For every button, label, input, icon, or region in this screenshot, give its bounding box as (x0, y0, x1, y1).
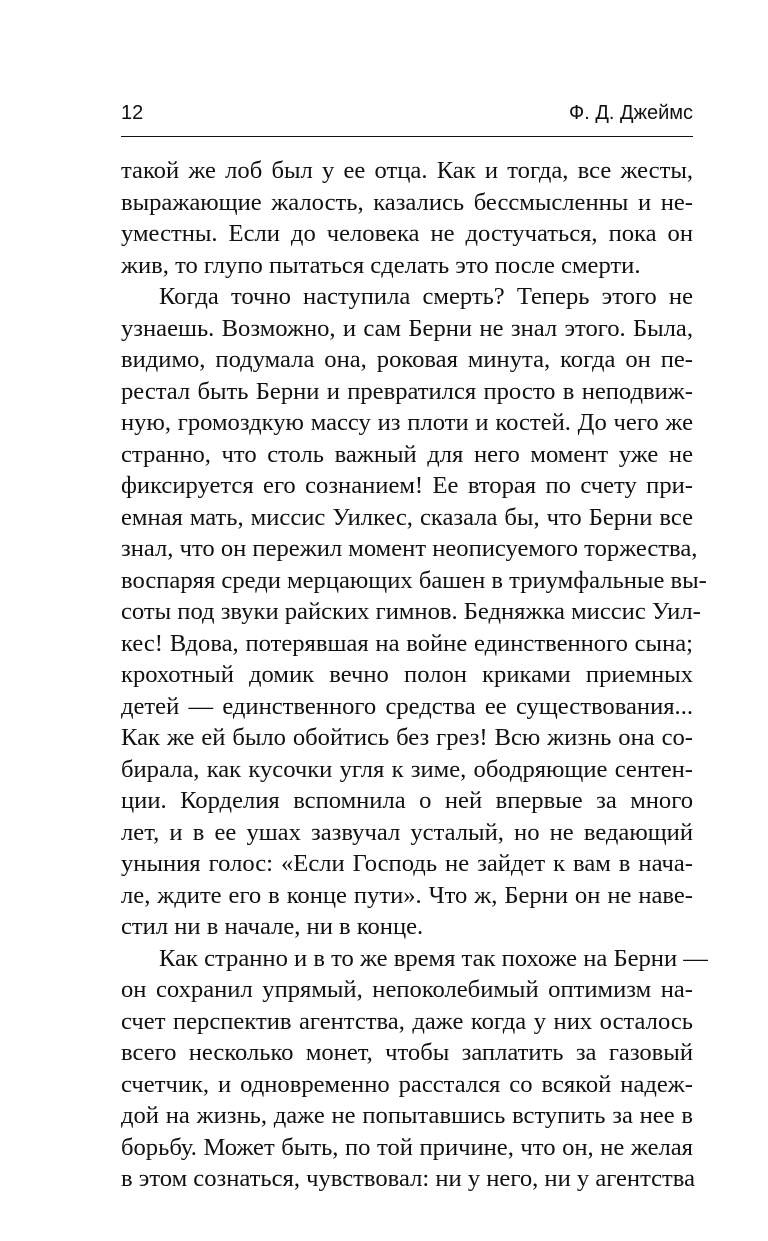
running-head (121, 98, 693, 137)
text-line: видимо, подумала она, роковая минута, когда он пе- (121, 346, 693, 373)
text-line: соты под звуки райских гимнов. Бедняжка миссис Уил- (121, 598, 701, 625)
text-line: воспаряя среди мерцающих башен в триумфальные вы- (121, 566, 707, 594)
text-line: ции. Корделия вспомнила о ней впервые за много (121, 787, 693, 814)
page-number: 12 (121, 102, 144, 124)
text-line: счет перспектив агентства, даже когда у них осталось (121, 1007, 693, 1035)
text-line: рестал быть Берни и превратился просто в неподвиж- (121, 377, 693, 405)
text-line: Как же ей было обойтись без грез! Всю жизнь она со- (121, 724, 693, 751)
text-line: ле, ждите его в конце пути». Что ж, Берни он не наве- (121, 881, 693, 909)
text-line: ную, громоздкую массу из плоти и костей. До чего же (121, 409, 693, 436)
text-line: уместны. Если до человека не достучаться, пока он (121, 220, 693, 247)
text-line: крохотный домик вечно полон криками приемных (121, 661, 693, 688)
text-line: Когда точно наступила смерть? Теперь этого не (159, 283, 693, 310)
body-text (121, 155, 708, 1195)
text-line: Как странно и в то же время так похоже на Берни — (159, 944, 708, 972)
text-line: борьбу. Может быть, по той причине, что он, не желая (121, 1133, 693, 1161)
text-line: фиксируется его сознанием! Ее вторая по счету при- (121, 472, 693, 499)
text-line: выражающие жалость, казались бессмысленны и не- (121, 188, 693, 216)
text-line: лет, и в ее ушах зазвучал усталый, но не ведающий (121, 818, 693, 846)
text-line: знал, что он пережил момент неописуемого торжества, (121, 535, 698, 562)
text-line: бирала, как кусочки угля к зиме, ободряющие сентен- (121, 755, 693, 783)
text-line: жив, то глупо пытаться сделать это после смерти. (121, 251, 641, 279)
text-line: дой на жизнь, даже не попытавшись вступить за нее в (121, 1102, 693, 1129)
text-line: детей — единственного средства ее существования... (121, 692, 693, 720)
text-line: кес! Вдова, потерявшая на войне единственного сына; (121, 629, 693, 657)
text-line: всего несколько монет, чтобы заплатить за газовый (121, 1039, 693, 1066)
text-line: стил ни в начале, ни в конце. (121, 913, 424, 940)
text-line: странно, что столь важный для него момент уже не (121, 440, 693, 468)
text-line: емная мать, миссис Уилкес, сказала бы, что Берни все (121, 503, 693, 531)
running-title: Ф. Д. Джеймс (569, 102, 693, 124)
text-line: уныния голос: «Если Господь не зайдет к вам в нача- (121, 850, 693, 877)
text-line: в этом сознаться, чувствовал: ни у него, ни у агентства (121, 1165, 696, 1192)
text-line: такой же лоб был у ее отца. Как и тогда, все жесты, (121, 157, 693, 184)
text-line: счетчик, и одновременно расстался со всякой надеж- (121, 1070, 693, 1098)
text-line: узнаешь. Возможно, и сам Берни не знал этого. Была, (121, 314, 693, 342)
text-line: он сохранил упрямый, непоколебимый оптимизм на- (121, 976, 693, 1003)
